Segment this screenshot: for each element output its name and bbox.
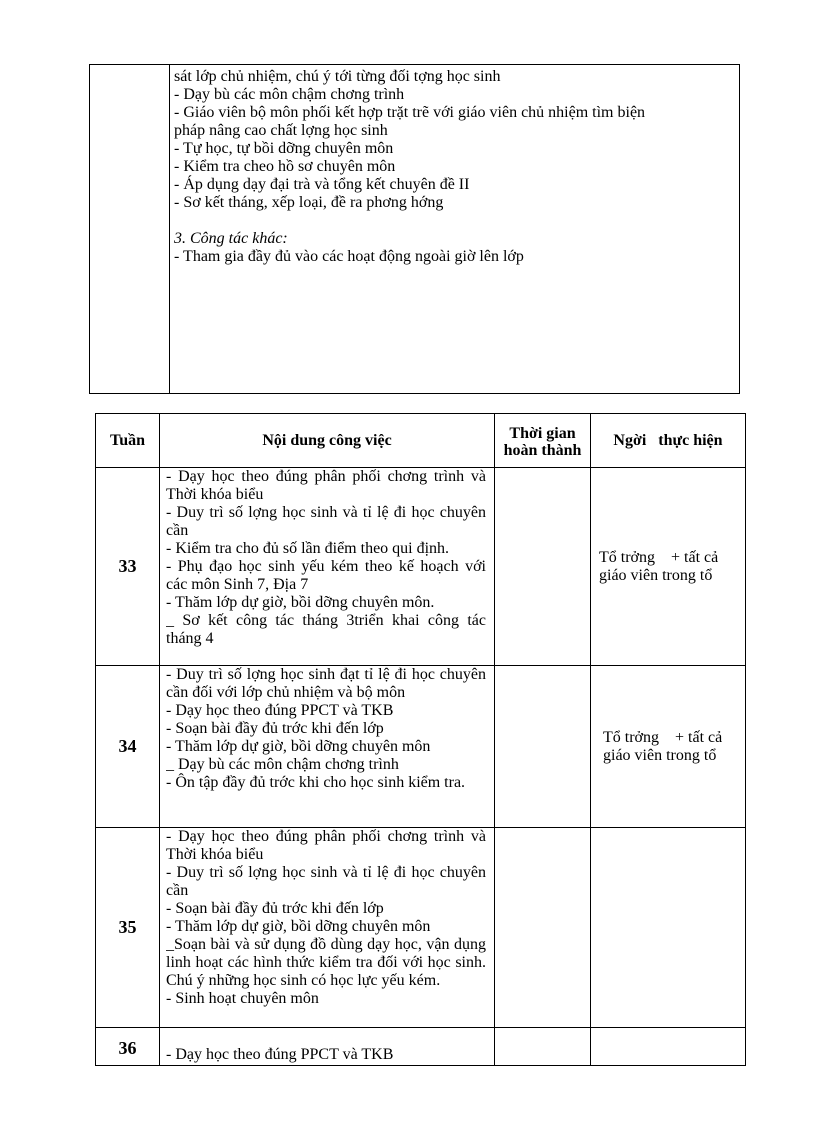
content-line: - Thăm lớp dự giờ, bồi dỡng chuyên môn [166,738,431,755]
content-line: - Ôn tập đầy đủ trớc khi cho học sinh kiểm tra. [166,774,466,791]
content-cell [160,828,495,1028]
content-line: - Thăm lớp dự giờ, bồi dỡng chuyên môn. [166,594,435,611]
text-line: pháp nâng cao chất lợng học sinh [174,122,388,139]
person-cell [591,468,746,666]
content-line: - Dạy học theo đúng phân phối chơng trình và Thời khóa biểu [166,828,486,863]
week-cell: 36 [96,1028,160,1066]
content-line: - Sinh hoạt chuyên môn [166,990,319,1007]
content-line: _ Dạy bù các môn chậm chơng trình [166,756,399,773]
text-line: - Sơ kết tháng, xếp loại, đề ra phơng hớng [174,194,444,211]
header-week: Tuần [96,414,160,468]
content-line [166,1028,486,1046]
header-person: Ngời thực hiện [591,414,746,468]
content-line: - Soạn bài đầy đủ trớc khi đến lớp [166,900,384,917]
content-line: - Soạn bài đầy đủ trớc khi đến lớp [166,720,384,737]
time-cell [495,828,591,1028]
person-cell [591,666,746,828]
content-cell [160,468,495,666]
table-row [96,1028,746,1066]
week-cell: 34 [96,666,160,828]
person-text: Tổ trởng + tất cả giáo viên trong tổ [599,548,723,584]
text-line: - Áp dụng dạy đại trà và tổng kết chuyên đề II [174,176,470,193]
continuation-content-cell [174,68,733,266]
text-line: - Tự học, tự bồi dỡng chuyên môn [174,140,394,157]
content-line: - Kiểm tra cho đủ số lần điểm theo qui định. [166,540,450,557]
content-line: - Phụ đạo học sinh yếu kém theo kế hoạch với các môn Sinh 7, Địa 7 [166,558,486,593]
time-cell [495,468,591,666]
week-cell: 33 [96,468,160,666]
content-cell [160,666,495,828]
content-cell [160,1028,495,1066]
header-row [96,414,746,468]
time-cell [495,1028,591,1066]
content-line: - Duy trì số lợng học sinh đạt tỉ lệ đi học chuyên cần đối với lớp chủ nhiệm và bộ môn [166,666,486,701]
weekly-plan-table [95,413,746,1066]
header-time: Thời gian hoàn thành [495,414,591,468]
content-line: - Dạy học theo đúng phân phối chơng trình và Thời khóa biểu [166,468,486,503]
content-line: - Thăm lớp dự giờ, bồi dỡng chuyên môn [166,918,431,935]
content-line: _ Sơ kết công tác tháng 3triển khai công tác tháng 4 [166,612,486,647]
table-row [96,468,746,666]
continuation-table [89,64,740,394]
content-line: _Soạn bài và sử dụng đồ dùng dạy học, vận dụng linh hoạt các hình thức kiểm tra đối với học sinh. Chú ý những học sinh có học lực yếu kém. [166,936,486,989]
content-line: - Duy trì số lợng học sinh và tỉ lệ đi học chuyên cần [166,864,486,899]
time-cell [495,666,591,828]
content-line: - Duy trì số lợng học sinh và tỉ lệ đi học chuyên cần [166,504,486,539]
section-heading: 3. Công tác khác: [174,230,288,247]
text-line: - Kiểm tra cheo hồ sơ chuyên môn [174,158,396,175]
table-row [96,828,746,1028]
person-cell [591,1028,746,1066]
content-line: - Dạy học theo đúng PPCT và TKB [166,702,394,719]
text-line: - Dạy bù các môn chậm chơng trình [174,86,405,103]
header-content: Nội dung công việc [160,414,495,468]
content-line: - Dạy học theo đúng PPCT và TKB [166,1046,394,1063]
person-cell [591,828,746,1028]
text-line: - Giáo viên bộ môn phối kết hợp trặt trẽ với giáo viên chủ nhiệm tìm biện [174,104,646,121]
continuation-week-cell [90,65,170,393]
person-text: Tổ trởng + tất cả giáo viên trong tổ [603,728,727,764]
text-line: sát lớp chủ nhiệm, chú ý tới từng đối tợng học sinh [174,68,501,85]
week-cell: 35 [96,828,160,1028]
table-row [96,666,746,828]
text-line: - Tham gia đầy đủ vào các hoạt động ngoài giờ lên lớp [174,248,524,265]
